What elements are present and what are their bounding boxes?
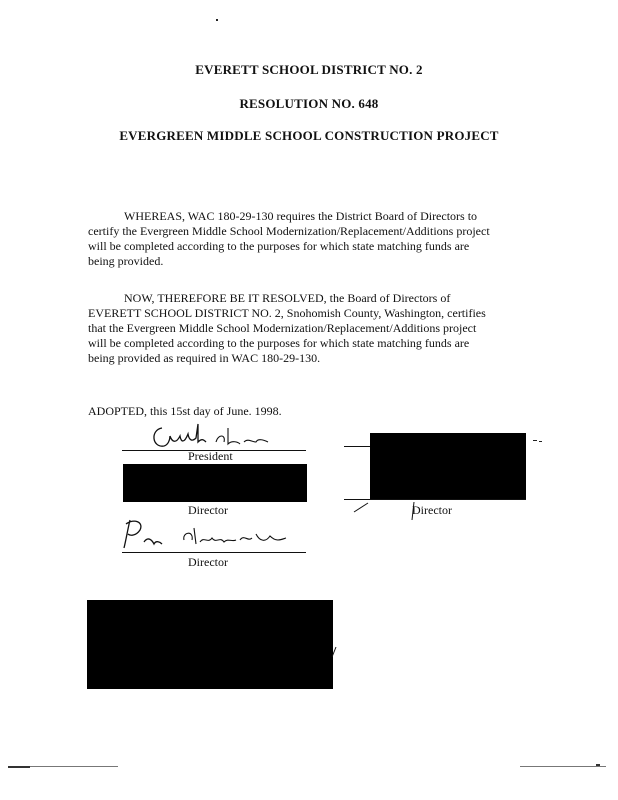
footer-rule <box>520 766 606 767</box>
scan-speck <box>539 441 542 442</box>
whereas-paragraph <box>88 209 550 269</box>
resolved-line: will be completed according to the purposes for which state matching funds are <box>88 336 470 350</box>
whereas-line: being provided. <box>88 254 164 268</box>
director-bottom-signature-line <box>122 552 306 553</box>
resolved-line: being provided as required in WAC 180-29-130. <box>88 351 321 365</box>
resolution-number: RESOLUTION NO. 648 <box>239 96 379 111</box>
director-bottom-signature <box>120 514 310 554</box>
president-label: President <box>188 449 233 463</box>
scan-speck <box>596 764 600 766</box>
director-right-signature-line-top <box>344 446 370 447</box>
pen-stroke-mark <box>352 500 372 514</box>
resolved-line: NOW, THEREFORE BE IT RESOLVED, the Board of Directors of <box>124 291 451 305</box>
pen-stroke-mark <box>330 646 338 658</box>
scan-speck <box>8 766 30 768</box>
whereas-line: will be completed according to the purposes for which state matching funds are <box>88 239 470 253</box>
redacted-signature-right <box>370 433 526 499</box>
project-title: EVERGREEN MIDDLE SCHOOL CONSTRUCTION PROJECT <box>119 128 499 143</box>
redacted-block <box>87 600 333 689</box>
director-right-label: Director <box>412 503 452 517</box>
redacted-signature-left <box>123 464 307 502</box>
scan-speck <box>216 19 218 21</box>
resolved-line: EVERETT SCHOOL DISTRICT NO. 2, Snohomish County, Washington, certifies <box>88 306 486 320</box>
resolved-line: that the Evergreen Middle School Modernization/Replacement/Additions project <box>88 321 477 335</box>
director-left-label: Director <box>188 503 228 517</box>
director-bottom-label: Director <box>188 555 228 569</box>
whereas-line: certify the Evergreen Middle School Modernization/Replacement/Additions project <box>88 224 490 238</box>
pen-stroke-mark <box>406 500 418 522</box>
scan-speck <box>533 440 537 441</box>
resolved-paragraph <box>88 291 550 366</box>
district-title: EVERETT SCHOOL DISTRICT NO. 2 <box>195 62 423 77</box>
adopted-date-line: ADOPTED, this 15st day of June. 1998. <box>88 404 282 418</box>
president-signature <box>148 420 288 452</box>
whereas-line: WHEREAS, WAC 180-29-130 requires the District Board of Directors to <box>124 209 478 223</box>
